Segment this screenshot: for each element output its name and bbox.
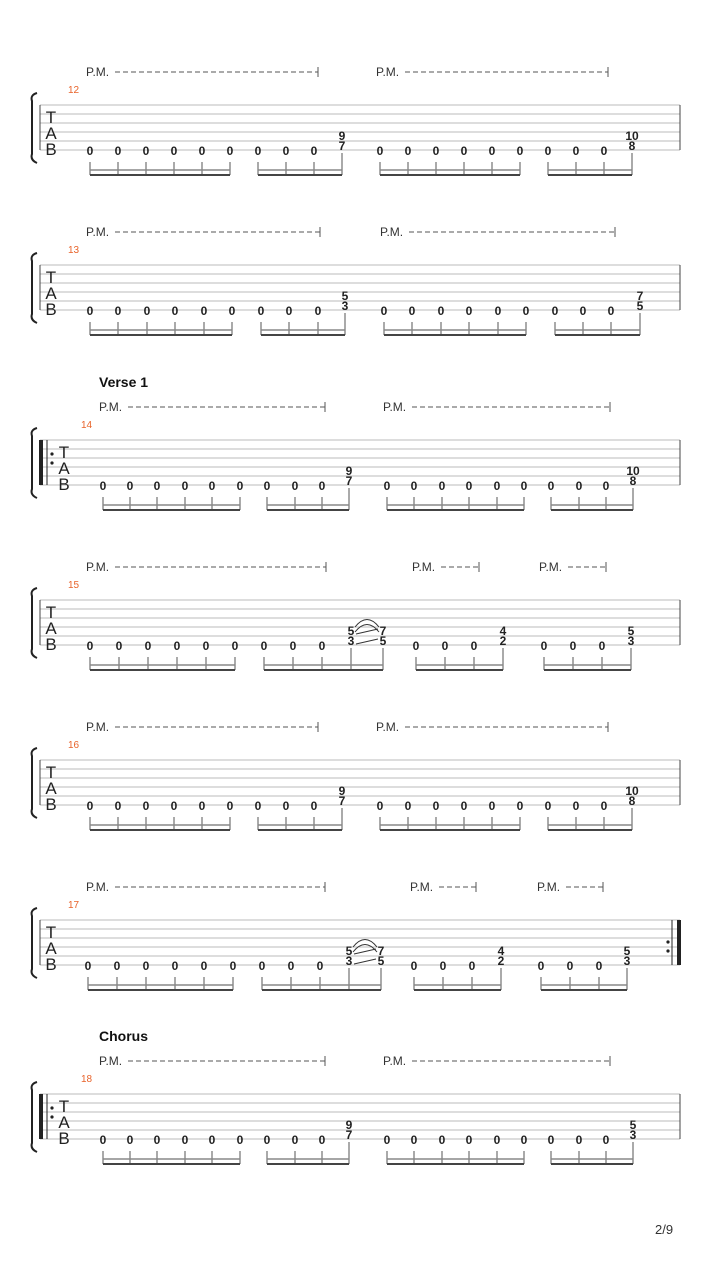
fret-number: 0 — [115, 639, 123, 653]
repeat-dot — [50, 461, 53, 464]
fret-number: 10 — [626, 464, 640, 478]
fret-number: 0 — [516, 799, 524, 813]
fret-number: 0 — [380, 304, 388, 318]
fret-number: 0 — [572, 144, 580, 158]
palm-mute-label: P.M. — [383, 400, 407, 414]
fret-number: 0 — [126, 479, 134, 493]
measure-number: 13 — [68, 245, 80, 256]
fret-number: 0 — [228, 304, 236, 318]
system-bracket — [32, 1082, 37, 1152]
palm-mute-label: P.M. — [539, 560, 563, 574]
palm-mute-label: P.M. — [99, 400, 123, 414]
tab-clef-a: A — [58, 459, 70, 478]
system-13 — [32, 225, 680, 335]
fret-number: 3 — [345, 954, 353, 968]
palm-mute-label: P.M. — [86, 560, 110, 574]
tab-clef-a: A — [45, 939, 57, 958]
tab-clef-t: T — [45, 603, 57, 622]
system-bracket — [32, 253, 37, 323]
fret-number: 0 — [566, 959, 574, 973]
tab-clef-a: A — [58, 1113, 70, 1132]
tab-clef-b: B — [58, 475, 70, 494]
fret-number: 0 — [493, 479, 501, 493]
fret-number: 0 — [404, 799, 412, 813]
fret-number: 0 — [263, 479, 271, 493]
fret-number: 0 — [86, 639, 94, 653]
fret-number: 0 — [410, 479, 418, 493]
fret-number: 0 — [236, 1133, 244, 1147]
hammer-arc — [355, 625, 379, 633]
fret-number: 0 — [114, 304, 122, 318]
fret-number: 0 — [142, 144, 150, 158]
tab-clef-a: A — [45, 779, 57, 798]
fret-number: 0 — [142, 799, 150, 813]
fret-number: 3 — [347, 634, 355, 648]
fret-number: 0 — [86, 799, 94, 813]
fret-number: 0 — [254, 144, 262, 158]
fret-number: 7 — [338, 139, 346, 153]
fret-number: 0 — [291, 1133, 299, 1147]
system-bracket — [32, 93, 37, 163]
palm-mute-label: P.M. — [537, 880, 561, 894]
fret-number: 0 — [441, 639, 449, 653]
palm-mute-label: P.M. — [86, 880, 110, 894]
slide-line — [356, 639, 378, 644]
fret-number: 0 — [143, 304, 151, 318]
repeat-start-thick — [39, 1094, 43, 1139]
fret-number: 0 — [181, 1133, 189, 1147]
fret-number: 0 — [181, 479, 189, 493]
tab-clef-t: T — [45, 108, 57, 127]
fret-number: 0 — [493, 1133, 501, 1147]
fret-number: 5 — [379, 634, 387, 648]
section-label: Verse 1 — [99, 374, 149, 390]
fret-number: 0 — [432, 144, 440, 158]
fret-number: 0 — [226, 799, 234, 813]
fret-number: 5 — [629, 1118, 637, 1132]
fret-number: 3 — [341, 299, 349, 313]
repeat-dot — [666, 940, 669, 943]
fret-number: 0 — [432, 799, 440, 813]
fret-number: 0 — [572, 799, 580, 813]
fret-number: 0 — [460, 799, 468, 813]
fret-number: 9 — [338, 129, 346, 143]
tab-clef-t: T — [45, 923, 57, 942]
fret-number: 0 — [200, 959, 208, 973]
repeat-dot — [50, 452, 53, 455]
tab-clef-b: B — [45, 140, 57, 159]
fret-number: 0 — [460, 144, 468, 158]
system-18 — [32, 1028, 680, 1164]
palm-mute-label: P.M. — [99, 1054, 123, 1068]
fret-number: 0 — [600, 799, 608, 813]
tab-clef-t: T — [58, 443, 70, 462]
fret-number: 0 — [144, 639, 152, 653]
tab-clef-a: A — [45, 124, 57, 143]
fret-number: 0 — [208, 479, 216, 493]
fret-number: 2 — [499, 634, 507, 648]
fret-number: 0 — [383, 1133, 391, 1147]
fret-number: 0 — [287, 959, 295, 973]
fret-number: 0 — [231, 639, 239, 653]
fret-number: 8 — [629, 474, 637, 488]
fret-number: 0 — [468, 959, 476, 973]
repeat-dot — [666, 949, 669, 952]
fret-number: 0 — [488, 144, 496, 158]
palm-mute-label: P.M. — [86, 225, 110, 239]
fret-number: 0 — [544, 799, 552, 813]
system-12 — [32, 65, 680, 175]
fret-number: 0 — [260, 639, 268, 653]
fret-number: 7 — [636, 289, 644, 303]
fret-number: 0 — [465, 304, 473, 318]
fret-number: 4 — [497, 944, 505, 958]
fret-number: 0 — [470, 639, 478, 653]
fret-number: 0 — [142, 959, 150, 973]
tab-clef-t: T — [45, 763, 57, 782]
fret-number: 0 — [544, 144, 552, 158]
fret-number: 0 — [547, 1133, 555, 1147]
tab-clef-b: B — [45, 955, 57, 974]
fret-number: 0 — [173, 639, 181, 653]
fret-number: 0 — [126, 1133, 134, 1147]
slide-line — [354, 949, 376, 954]
measure-number: 14 — [81, 420, 93, 431]
fret-number: 0 — [412, 639, 420, 653]
fret-number: 0 — [376, 799, 384, 813]
fret-number: 9 — [345, 1118, 353, 1132]
fret-number: 0 — [318, 1133, 326, 1147]
fret-number: 0 — [282, 144, 290, 158]
fret-number: 5 — [347, 624, 355, 638]
page-number: 2/9 — [655, 1222, 674, 1237]
fret-number: 2 — [497, 954, 505, 968]
fret-number: 0 — [170, 144, 178, 158]
system-17 — [32, 880, 681, 990]
fret-number: 0 — [540, 639, 548, 653]
tab-clef-b: B — [45, 300, 57, 319]
measure-number: 15 — [68, 580, 80, 591]
fret-number: 0 — [84, 959, 92, 973]
measure-number: 17 — [68, 900, 80, 911]
tab-clef-t: T — [58, 1097, 70, 1116]
fret-number: 0 — [547, 479, 555, 493]
fret-number: 0 — [520, 1133, 528, 1147]
fret-number: 0 — [575, 479, 583, 493]
fret-number: 0 — [569, 639, 577, 653]
fret-number: 0 — [229, 959, 237, 973]
fret-number: 0 — [310, 144, 318, 158]
fret-number: 0 — [408, 304, 416, 318]
fret-number: 0 — [602, 1133, 610, 1147]
fret-number: 0 — [318, 479, 326, 493]
fret-number: 10 — [625, 784, 639, 798]
fret-number: 0 — [114, 144, 122, 158]
system-bracket — [32, 748, 37, 818]
tab-clef-b: B — [58, 1129, 70, 1148]
fret-number: 0 — [200, 304, 208, 318]
fret-number: 0 — [314, 304, 322, 318]
fret-number: 0 — [607, 304, 615, 318]
fret-number: 0 — [99, 1133, 107, 1147]
fret-number: 0 — [198, 144, 206, 158]
system-16 — [32, 720, 680, 830]
tab-clef-a: A — [45, 284, 57, 303]
fret-number: 9 — [338, 784, 346, 798]
fret-number: 5 — [623, 944, 631, 958]
fret-number: 0 — [86, 304, 94, 318]
fret-number: 0 — [579, 304, 587, 318]
fret-number: 0 — [257, 304, 265, 318]
fret-number: 0 — [439, 959, 447, 973]
fret-number: 0 — [438, 479, 446, 493]
fret-number: 0 — [488, 799, 496, 813]
fret-number: 10 — [625, 129, 639, 143]
fret-number: 0 — [383, 479, 391, 493]
tab-clef-a: A — [45, 619, 57, 638]
fret-number: 7 — [379, 624, 387, 638]
fret-number: 7 — [377, 944, 385, 958]
fret-number: 5 — [377, 954, 385, 968]
fret-number: 0 — [86, 144, 94, 158]
fret-number: 8 — [628, 794, 636, 808]
fret-number: 9 — [345, 464, 353, 478]
fret-number: 0 — [551, 304, 559, 318]
fret-number: 0 — [153, 479, 161, 493]
palm-mute-label: P.M. — [376, 65, 400, 79]
measure-number: 16 — [68, 740, 80, 751]
fret-number: 3 — [623, 954, 631, 968]
fret-number: 0 — [575, 1133, 583, 1147]
palm-mute-label: P.M. — [412, 560, 436, 574]
fret-number: 0 — [537, 959, 545, 973]
system-14 — [32, 374, 680, 510]
fret-number: 0 — [171, 959, 179, 973]
fret-number: 0 — [254, 799, 262, 813]
measure-number: 18 — [81, 1074, 93, 1085]
hammer-arc — [353, 940, 377, 948]
fret-number: 0 — [516, 144, 524, 158]
palm-mute-label: P.M. — [376, 720, 400, 734]
fret-number: 0 — [437, 304, 445, 318]
fret-number: 0 — [291, 479, 299, 493]
fret-number: 0 — [465, 1133, 473, 1147]
fret-number: 0 — [282, 799, 290, 813]
fret-number: 7 — [345, 1128, 353, 1142]
fret-number: 0 — [289, 639, 297, 653]
palm-mute-label: P.M. — [383, 1054, 407, 1068]
fret-number: 8 — [628, 139, 636, 153]
measure-number: 12 — [68, 85, 80, 96]
fret-number: 0 — [236, 479, 244, 493]
fret-number: 0 — [595, 959, 603, 973]
fret-number: 0 — [602, 479, 610, 493]
palm-mute-label: P.M. — [86, 720, 110, 734]
fret-number: 0 — [438, 1133, 446, 1147]
slide-line — [354, 959, 376, 964]
fret-number: 0 — [520, 479, 528, 493]
fret-number: 5 — [345, 944, 353, 958]
fret-number: 0 — [113, 959, 121, 973]
fret-number: 0 — [226, 144, 234, 158]
fret-number: 0 — [494, 304, 502, 318]
slide-line — [356, 629, 378, 634]
fret-number: 0 — [598, 639, 606, 653]
repeat-dot — [50, 1106, 53, 1109]
fret-number: 5 — [627, 624, 635, 638]
fret-number: 0 — [202, 639, 210, 653]
palm-mute-label: P.M. — [410, 880, 434, 894]
fret-number: 7 — [345, 474, 353, 488]
system-bracket — [32, 588, 37, 658]
system-bracket — [32, 908, 37, 978]
fret-number: 0 — [318, 639, 326, 653]
fret-number: 0 — [285, 304, 293, 318]
fret-number: 0 — [410, 959, 418, 973]
fret-number: 0 — [153, 1133, 161, 1147]
section-label: Chorus — [99, 1028, 148, 1044]
tab-clef-b: B — [45, 795, 57, 814]
fret-number: 4 — [499, 624, 507, 638]
hammer-arc — [355, 620, 379, 628]
fret-number: 0 — [522, 304, 530, 318]
fret-number: 0 — [198, 799, 206, 813]
system-15 — [32, 560, 680, 670]
fret-number: 5 — [341, 289, 349, 303]
fret-number: 0 — [170, 799, 178, 813]
fret-number: 0 — [208, 1133, 216, 1147]
fret-number: 3 — [627, 634, 635, 648]
repeat-dot — [50, 1115, 53, 1118]
repeat-end-thick — [677, 920, 681, 965]
fret-number: 7 — [338, 794, 346, 808]
tab-clef-t: T — [45, 268, 57, 287]
fret-number: 0 — [310, 799, 318, 813]
fret-number: 0 — [410, 1133, 418, 1147]
fret-number: 0 — [114, 799, 122, 813]
system-bracket — [32, 428, 37, 498]
fret-number: 3 — [629, 1128, 637, 1142]
fret-number: 0 — [258, 959, 266, 973]
fret-number: 0 — [404, 144, 412, 158]
fret-number: 0 — [465, 479, 473, 493]
fret-number: 0 — [263, 1133, 271, 1147]
fret-number: 0 — [316, 959, 324, 973]
palm-mute-label: P.M. — [86, 65, 110, 79]
fret-number: 0 — [171, 304, 179, 318]
palm-mute-label: P.M. — [380, 225, 404, 239]
fret-number: 0 — [600, 144, 608, 158]
hammer-arc — [353, 945, 377, 953]
fret-number: 5 — [636, 299, 644, 313]
fret-number: 0 — [99, 479, 107, 493]
repeat-start-thick — [39, 440, 43, 485]
tab-clef-b: B — [45, 635, 57, 654]
fret-number: 0 — [376, 144, 384, 158]
